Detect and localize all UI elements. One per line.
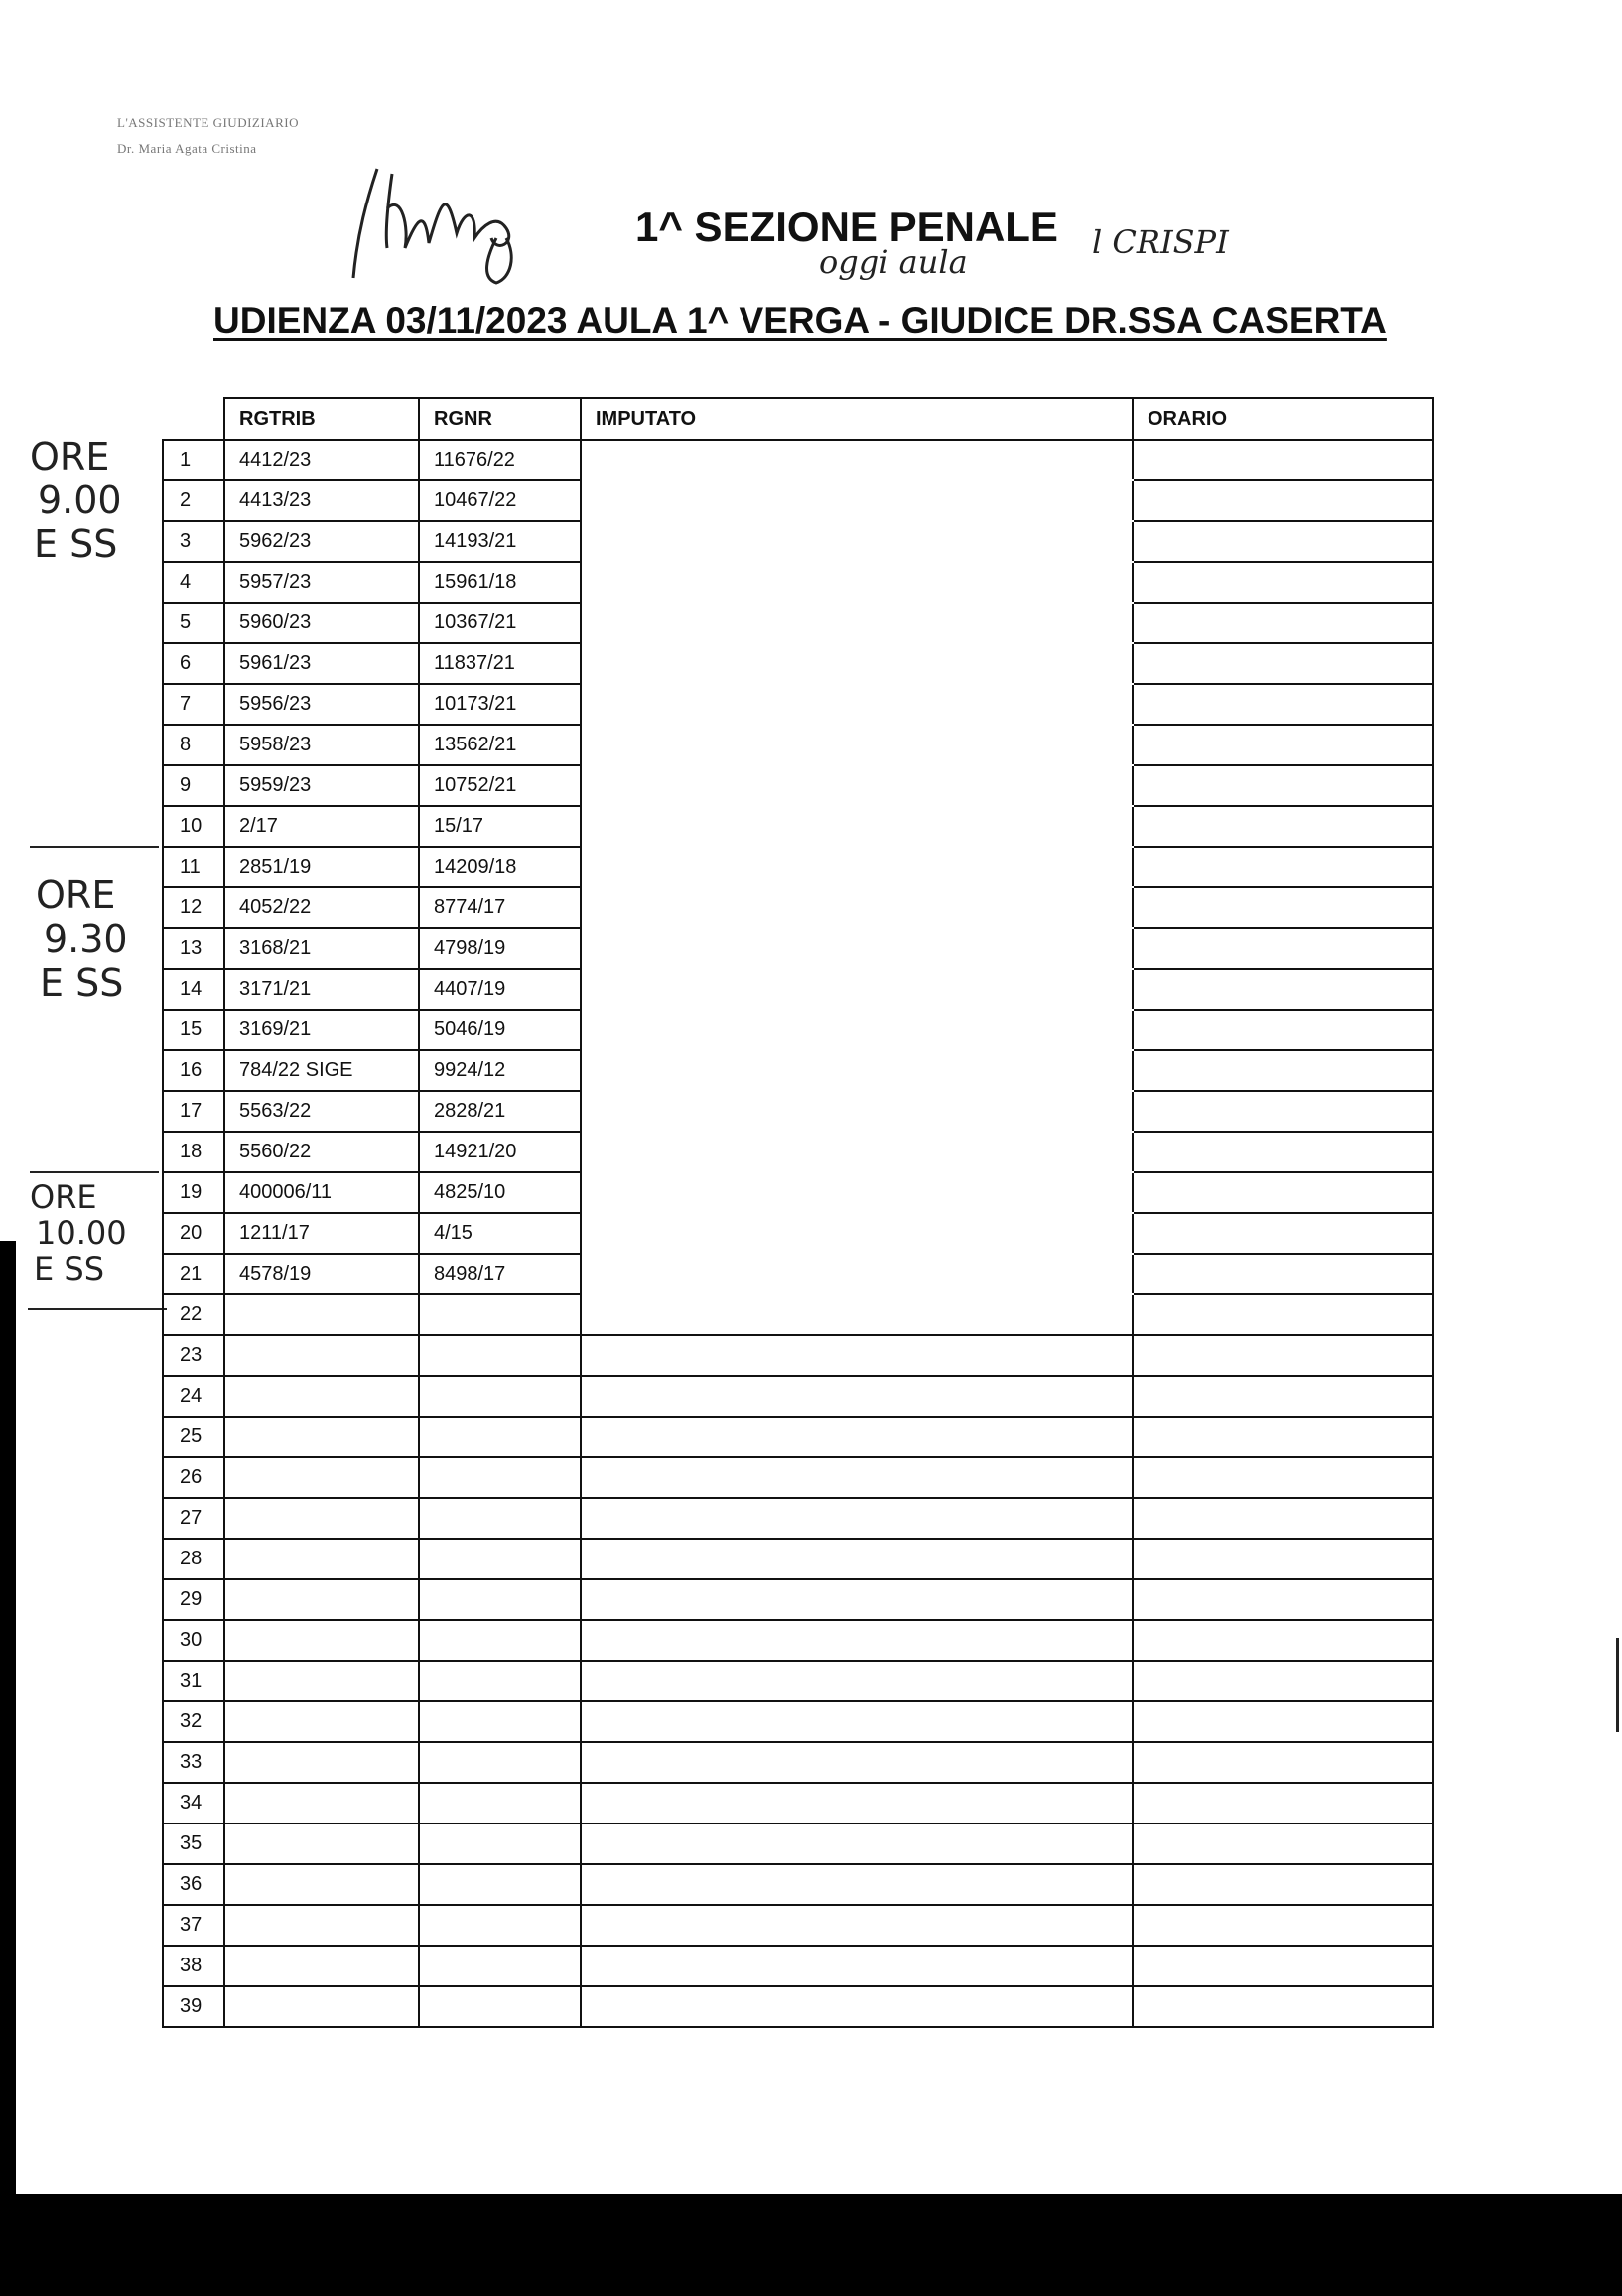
cell-number: 29 bbox=[163, 1579, 224, 1620]
cell-imputato bbox=[581, 1335, 1133, 1376]
cell-number: 25 bbox=[163, 1417, 224, 1457]
cell-rgtrib bbox=[224, 1783, 419, 1823]
cell-rgnr bbox=[419, 1905, 581, 1946]
cell-imputato bbox=[581, 1376, 1133, 1417]
cell-rgtrib: 2/17 bbox=[224, 806, 419, 847]
cell-number: 26 bbox=[163, 1457, 224, 1498]
table-row bbox=[163, 765, 1433, 806]
cell-number: 1 bbox=[163, 440, 224, 480]
cell-number: 5 bbox=[163, 603, 224, 643]
cell-orario bbox=[1133, 1661, 1433, 1701]
cell-orario bbox=[1133, 765, 1433, 806]
cell-rgtrib: 5962/23 bbox=[224, 521, 419, 562]
cell-number: 7 bbox=[163, 684, 224, 725]
cell-rgnr: 10173/21 bbox=[419, 684, 581, 725]
cell-imputato bbox=[581, 1620, 1133, 1661]
cell-rgnr bbox=[419, 1783, 581, 1823]
cell-rgnr: 14193/21 bbox=[419, 521, 581, 562]
time-group-1-time: 9.00 bbox=[38, 478, 122, 522]
cell-number: 31 bbox=[163, 1661, 224, 1701]
cell-orario bbox=[1133, 1905, 1433, 1946]
cell-rgnr: 14209/18 bbox=[419, 847, 581, 887]
table-row bbox=[163, 806, 1433, 847]
table-row bbox=[163, 1579, 1433, 1620]
cell-orario bbox=[1133, 684, 1433, 725]
cell-orario bbox=[1133, 1783, 1433, 1823]
table-row bbox=[163, 1539, 1433, 1579]
cell-number: 2 bbox=[163, 480, 224, 521]
table-row bbox=[163, 1946, 1433, 1986]
table-row bbox=[163, 1010, 1433, 1050]
table-row bbox=[163, 1417, 1433, 1457]
stamp-line-1: L'ASSISTENTE GIUDIZIARIO bbox=[117, 115, 299, 130]
cell-rgtrib: 5957/23 bbox=[224, 562, 419, 603]
time-group-1-label: ORE bbox=[30, 435, 110, 478]
table-row bbox=[163, 1783, 1433, 1823]
cell-orario bbox=[1133, 521, 1433, 562]
table-header-row bbox=[163, 398, 1433, 440]
cell-imputato bbox=[581, 643, 1133, 684]
handwritten-note-aula: oggi aula bbox=[819, 243, 968, 281]
hearings-table bbox=[162, 397, 1434, 2028]
cell-rgnr bbox=[419, 1701, 581, 1742]
cell-number: 17 bbox=[163, 1091, 224, 1132]
cell-imputato bbox=[581, 1254, 1133, 1294]
cell-number: 39 bbox=[163, 1986, 224, 2027]
cell-number: 14 bbox=[163, 969, 224, 1010]
cell-rgnr bbox=[419, 1661, 581, 1701]
cell-rgtrib: 4052/22 bbox=[224, 887, 419, 928]
cell-imputato bbox=[581, 1905, 1133, 1946]
cell-number: 22 bbox=[163, 1294, 224, 1335]
cell-number: 32 bbox=[163, 1701, 224, 1742]
cell-imputato bbox=[581, 806, 1133, 847]
cell-rgtrib: 4413/23 bbox=[224, 480, 419, 521]
cell-rgnr: 11837/21 bbox=[419, 643, 581, 684]
cell-rgnr bbox=[419, 1742, 581, 1783]
cell-rgtrib: 5560/22 bbox=[224, 1132, 419, 1172]
cell-rgnr: 15/17 bbox=[419, 806, 581, 847]
cell-rgnr: 14921/20 bbox=[419, 1132, 581, 1172]
table-row bbox=[163, 847, 1433, 887]
cell-imputato bbox=[581, 1783, 1133, 1823]
cell-rgtrib bbox=[224, 1823, 419, 1864]
cell-imputato bbox=[581, 1579, 1133, 1620]
cell-imputato bbox=[581, 847, 1133, 887]
cell-orario bbox=[1133, 1701, 1433, 1742]
cell-imputato bbox=[581, 725, 1133, 765]
table-row bbox=[163, 1701, 1433, 1742]
cell-orario bbox=[1133, 1946, 1433, 1986]
cell-rgtrib bbox=[224, 1579, 419, 1620]
cell-rgnr: 5046/19 bbox=[419, 1010, 581, 1050]
cell-rgnr: 9924/12 bbox=[419, 1050, 581, 1091]
time-group-3-suffix: E SS bbox=[34, 1250, 105, 1287]
time-group-2-time: 9.30 bbox=[44, 917, 128, 961]
cell-orario bbox=[1133, 1376, 1433, 1417]
cell-orario bbox=[1133, 1294, 1433, 1335]
cell-rgtrib bbox=[224, 1457, 419, 1498]
table-row bbox=[163, 1457, 1433, 1498]
cell-rgtrib: 5958/23 bbox=[224, 725, 419, 765]
cell-imputato bbox=[581, 1946, 1133, 1986]
cell-number: 35 bbox=[163, 1823, 224, 1864]
table-row bbox=[163, 1091, 1433, 1132]
cell-rgnr bbox=[419, 1823, 581, 1864]
table-body bbox=[163, 440, 1433, 2027]
table-row bbox=[163, 1335, 1433, 1376]
time-group-separator-3 bbox=[28, 1308, 167, 1310]
cell-imputato bbox=[581, 1010, 1133, 1050]
cell-number: 30 bbox=[163, 1620, 224, 1661]
table-row bbox=[163, 1172, 1433, 1213]
cell-imputato bbox=[581, 1213, 1133, 1254]
table-row bbox=[163, 1864, 1433, 1905]
cell-rgtrib: 400006/11 bbox=[224, 1172, 419, 1213]
cell-orario bbox=[1133, 928, 1433, 969]
cell-rgtrib: 5959/23 bbox=[224, 765, 419, 806]
cell-number: 4 bbox=[163, 562, 224, 603]
cell-number: 12 bbox=[163, 887, 224, 928]
cell-rgtrib bbox=[224, 1864, 419, 1905]
cell-imputato bbox=[581, 1701, 1133, 1742]
cell-number: 6 bbox=[163, 643, 224, 684]
cell-number: 20 bbox=[163, 1213, 224, 1254]
cell-orario bbox=[1133, 1620, 1433, 1661]
cell-imputato bbox=[581, 928, 1133, 969]
cell-rgnr bbox=[419, 1417, 581, 1457]
cell-rgtrib: 4412/23 bbox=[224, 440, 419, 480]
cell-rgtrib: 4578/19 bbox=[224, 1254, 419, 1294]
cell-number: 3 bbox=[163, 521, 224, 562]
cell-orario bbox=[1133, 603, 1433, 643]
cell-rgnr: 15961/18 bbox=[419, 562, 581, 603]
time-group-2-label: ORE bbox=[36, 874, 116, 917]
cell-orario bbox=[1133, 1172, 1433, 1213]
cell-rgnr bbox=[419, 1539, 581, 1579]
cell-orario bbox=[1133, 1010, 1433, 1050]
hearing-subtitle: UDIENZA 03/11/2023 AULA 1^ VERGA - GIUDICE DR.SSA CASERTA bbox=[213, 300, 1387, 340]
cell-imputato bbox=[581, 521, 1133, 562]
cell-imputato bbox=[581, 1661, 1133, 1701]
cell-orario bbox=[1133, 1986, 1433, 2027]
cell-rgtrib bbox=[224, 1946, 419, 1986]
table-row bbox=[163, 521, 1433, 562]
table-row bbox=[163, 1986, 1433, 2027]
cell-orario bbox=[1133, 1539, 1433, 1579]
cell-orario bbox=[1133, 969, 1433, 1010]
cell-imputato bbox=[581, 887, 1133, 928]
time-group-1 bbox=[30, 435, 122, 566]
cell-rgtrib: 3171/21 bbox=[224, 969, 419, 1010]
cell-orario bbox=[1133, 1742, 1433, 1783]
cell-orario bbox=[1133, 480, 1433, 521]
cell-imputato bbox=[581, 1864, 1133, 1905]
cell-rgnr: 10752/21 bbox=[419, 765, 581, 806]
cell-imputato bbox=[581, 1172, 1133, 1213]
cell-imputato bbox=[581, 562, 1133, 603]
cell-rgnr: 4/15 bbox=[419, 1213, 581, 1254]
cell-orario bbox=[1133, 725, 1433, 765]
cell-rgnr bbox=[419, 1946, 581, 1986]
cell-rgnr bbox=[419, 1864, 581, 1905]
cell-rgtrib bbox=[224, 1661, 419, 1701]
cell-rgtrib: 3169/21 bbox=[224, 1010, 419, 1050]
cell-rgnr: 8774/17 bbox=[419, 887, 581, 928]
cell-orario bbox=[1133, 847, 1433, 887]
cell-number: 11 bbox=[163, 847, 224, 887]
cell-rgtrib bbox=[224, 1905, 419, 1946]
table-row bbox=[163, 1294, 1433, 1335]
time-group-3-time: 10.00 bbox=[36, 1214, 127, 1252]
cell-imputato bbox=[581, 1417, 1133, 1457]
cell-orario bbox=[1133, 1091, 1433, 1132]
cell-rgtrib bbox=[224, 1539, 419, 1579]
cell-rgnr: 4407/19 bbox=[419, 969, 581, 1010]
signature bbox=[347, 139, 546, 288]
cell-rgtrib: 5960/23 bbox=[224, 603, 419, 643]
cell-number: 33 bbox=[163, 1742, 224, 1783]
cell-rgnr bbox=[419, 1498, 581, 1539]
cell-orario bbox=[1133, 1823, 1433, 1864]
cell-imputato bbox=[581, 1294, 1133, 1335]
cell-rgtrib bbox=[224, 1701, 419, 1742]
cell-orario bbox=[1133, 562, 1433, 603]
cell-imputato bbox=[581, 1742, 1133, 1783]
cell-number: 19 bbox=[163, 1172, 224, 1213]
cell-imputato bbox=[581, 603, 1133, 643]
cell-rgtrib bbox=[224, 1742, 419, 1783]
cell-number: 28 bbox=[163, 1539, 224, 1579]
cell-number: 8 bbox=[163, 725, 224, 765]
table-row bbox=[163, 1213, 1433, 1254]
cell-imputato bbox=[581, 1457, 1133, 1498]
cell-rgtrib bbox=[224, 1620, 419, 1661]
time-group-3 bbox=[30, 1179, 127, 1286]
table-row bbox=[163, 887, 1433, 928]
cell-rgnr: 10467/22 bbox=[419, 480, 581, 521]
cell-rgtrib bbox=[224, 1376, 419, 1417]
cell-rgtrib: 3168/21 bbox=[224, 928, 419, 969]
scan-edge-bottom bbox=[0, 2194, 1622, 2296]
cell-number: 34 bbox=[163, 1783, 224, 1823]
table-row bbox=[163, 643, 1433, 684]
header-imputato: IMPUTATO bbox=[581, 398, 1133, 440]
cell-rgtrib bbox=[224, 1294, 419, 1335]
cell-rgnr bbox=[419, 1294, 581, 1335]
cell-number: 23 bbox=[163, 1335, 224, 1376]
cell-orario bbox=[1133, 440, 1433, 480]
cell-number: 9 bbox=[163, 765, 224, 806]
cell-imputato bbox=[581, 1091, 1133, 1132]
table-row bbox=[163, 480, 1433, 521]
table-row bbox=[163, 1905, 1433, 1946]
cell-imputato bbox=[581, 1498, 1133, 1539]
table-row bbox=[163, 969, 1433, 1010]
cell-rgtrib: 5961/23 bbox=[224, 643, 419, 684]
table-row bbox=[163, 1661, 1433, 1701]
cell-rgnr bbox=[419, 1620, 581, 1661]
time-group-2 bbox=[36, 874, 128, 1005]
header-orario: ORARIO bbox=[1133, 398, 1433, 440]
cell-rgtrib: 2851/19 bbox=[224, 847, 419, 887]
table-row bbox=[163, 603, 1433, 643]
table-row bbox=[163, 1620, 1433, 1661]
scan-mark-right bbox=[1616, 1638, 1619, 1732]
cell-rgtrib bbox=[224, 1417, 419, 1457]
table-row bbox=[163, 1823, 1433, 1864]
cell-imputato bbox=[581, 969, 1133, 1010]
cell-rgnr bbox=[419, 1457, 581, 1498]
table-row bbox=[163, 725, 1433, 765]
time-group-1-suffix: E SS bbox=[34, 522, 118, 566]
cell-orario bbox=[1133, 887, 1433, 928]
cell-orario bbox=[1133, 1132, 1433, 1172]
cell-rgnr: 10367/21 bbox=[419, 603, 581, 643]
table-row bbox=[163, 1498, 1433, 1539]
cell-number: 10 bbox=[163, 806, 224, 847]
cell-imputato bbox=[581, 440, 1133, 480]
table-row bbox=[163, 1254, 1433, 1294]
cell-number: 13 bbox=[163, 928, 224, 969]
cell-rgnr bbox=[419, 1335, 581, 1376]
table-row bbox=[163, 1050, 1433, 1091]
header-rgnr: RGNR bbox=[419, 398, 581, 440]
cell-orario bbox=[1133, 1213, 1433, 1254]
cell-rgnr bbox=[419, 1579, 581, 1620]
table-row bbox=[163, 1376, 1433, 1417]
table-row bbox=[163, 440, 1433, 480]
cell-imputato bbox=[581, 1986, 1133, 2027]
time-group-separator-2 bbox=[30, 1171, 159, 1173]
table-row bbox=[163, 562, 1433, 603]
cell-number: 24 bbox=[163, 1376, 224, 1417]
cell-rgnr: 2828/21 bbox=[419, 1091, 581, 1132]
cell-imputato bbox=[581, 1050, 1133, 1091]
cell-rgnr: 4798/19 bbox=[419, 928, 581, 969]
cell-imputato bbox=[581, 765, 1133, 806]
cell-number: 27 bbox=[163, 1498, 224, 1539]
cell-rgnr: 13562/21 bbox=[419, 725, 581, 765]
cell-imputato bbox=[581, 1823, 1133, 1864]
time-group-2-suffix: E SS bbox=[40, 961, 124, 1005]
time-group-3-label: ORE bbox=[30, 1178, 97, 1216]
cell-number: 18 bbox=[163, 1132, 224, 1172]
cell-rgtrib bbox=[224, 1335, 419, 1376]
table-row bbox=[163, 1132, 1433, 1172]
handwritten-note-crispi: l CRISPI bbox=[1092, 223, 1229, 261]
cell-number: 36 bbox=[163, 1864, 224, 1905]
cell-imputato bbox=[581, 1132, 1133, 1172]
cell-imputato bbox=[581, 480, 1133, 521]
cell-rgtrib: 1211/17 bbox=[224, 1213, 419, 1254]
cell-rgtrib: 784/22 SIGE bbox=[224, 1050, 419, 1091]
cell-imputato bbox=[581, 1539, 1133, 1579]
cell-rgtrib: 5563/22 bbox=[224, 1091, 419, 1132]
cell-number: 38 bbox=[163, 1946, 224, 1986]
cell-number: 21 bbox=[163, 1254, 224, 1294]
cell-number: 15 bbox=[163, 1010, 224, 1050]
cell-orario bbox=[1133, 1050, 1433, 1091]
header-number bbox=[163, 398, 224, 440]
stamp-line-2: Dr. Maria Agata Cristina bbox=[117, 141, 257, 156]
page-title: 1^ SEZIONE PENALE bbox=[635, 203, 1058, 250]
cell-number: 37 bbox=[163, 1905, 224, 1946]
time-group-separator-1 bbox=[30, 846, 159, 848]
cell-orario bbox=[1133, 1864, 1433, 1905]
table-row bbox=[163, 1742, 1433, 1783]
cell-orario bbox=[1133, 1335, 1433, 1376]
cell-rgtrib: 5956/23 bbox=[224, 684, 419, 725]
scan-edge-left bbox=[0, 1241, 16, 2296]
cell-rgtrib bbox=[224, 1498, 419, 1539]
cell-orario bbox=[1133, 1417, 1433, 1457]
cell-rgnr bbox=[419, 1376, 581, 1417]
header-rgtrib: RGTRIB bbox=[224, 398, 419, 440]
cell-orario bbox=[1133, 643, 1433, 684]
cell-orario bbox=[1133, 1457, 1433, 1498]
table-row bbox=[163, 928, 1433, 969]
cell-orario bbox=[1133, 1254, 1433, 1294]
cell-number: 16 bbox=[163, 1050, 224, 1091]
cell-orario bbox=[1133, 806, 1433, 847]
cell-orario bbox=[1133, 1498, 1433, 1539]
cell-rgnr: 11676/22 bbox=[419, 440, 581, 480]
cell-rgnr bbox=[419, 1986, 581, 2027]
cell-imputato bbox=[581, 684, 1133, 725]
cell-rgnr: 8498/17 bbox=[419, 1254, 581, 1294]
cell-rgnr: 4825/10 bbox=[419, 1172, 581, 1213]
table-row bbox=[163, 684, 1433, 725]
cell-rgtrib bbox=[224, 1986, 419, 2027]
cell-orario bbox=[1133, 1579, 1433, 1620]
